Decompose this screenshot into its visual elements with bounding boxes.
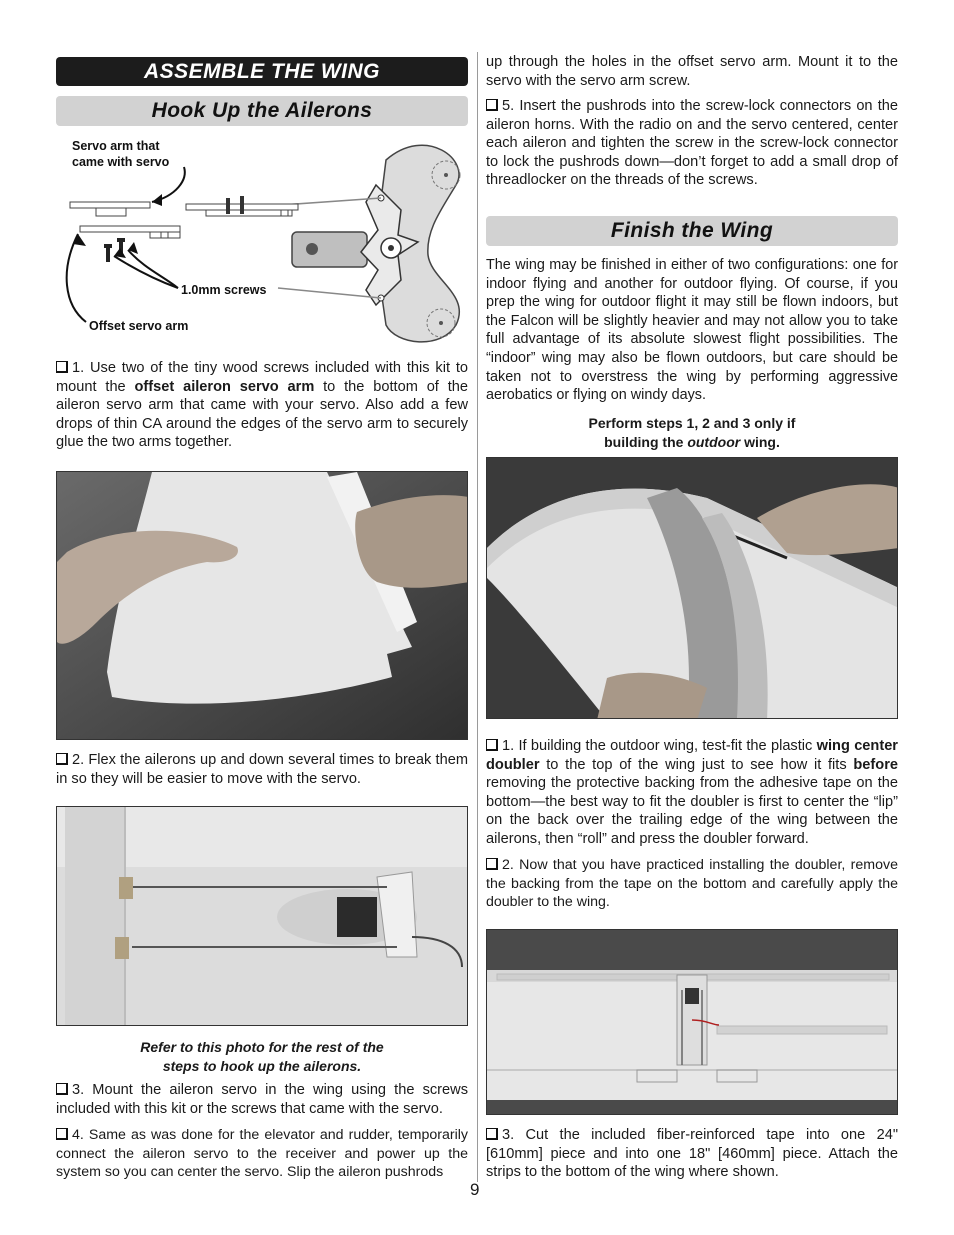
right-step-1-bold-a: wing center doubler xyxy=(486,738,898,773)
offset-servo-arm-drawing xyxy=(80,226,180,238)
left-step-1-text-a: 1. Use two of the tiny wood screws included with this kit to mount the xyxy=(56,360,468,395)
checkbox-icon[interactable] xyxy=(486,1128,498,1140)
servo-wheel-drawing xyxy=(292,145,460,342)
arrow-to-offset-arm xyxy=(67,234,86,322)
outdoor-note-line1: Perform steps 1, 2 and 3 only if xyxy=(588,415,796,431)
left-step-2 xyxy=(56,751,468,788)
left-step-4 xyxy=(56,1126,468,1182)
label-servo-arm-line1: Servo arm that xyxy=(72,139,160,153)
checkbox-icon[interactable] xyxy=(486,858,498,870)
photo-aileron-servo-installed xyxy=(56,806,468,1026)
checkbox-icon[interactable] xyxy=(56,1128,68,1140)
left-step-2-text: 2. Flex the ailerons up and down several times to break them in so they will be easier to move with the servo. xyxy=(56,752,468,787)
outdoor-note-line2-b: wing. xyxy=(740,434,780,450)
page-number: 9 xyxy=(470,1180,480,1199)
flat-servo-arm-top xyxy=(70,202,150,216)
photo-flex-aileron xyxy=(56,471,468,740)
subsection-title-hook-up-ailerons: Hook Up the Ailerons xyxy=(56,96,468,126)
arrow-to-servo-arm xyxy=(152,167,185,202)
checkbox-icon[interactable] xyxy=(56,1083,68,1095)
right-step-3-text: 3. Cut the included fiber-reinforced tape into one 24" [610mm] piece and into one 18" [460mm] piece. Attach the strips to the bottom of the wing where shown. xyxy=(486,1127,898,1181)
right-step-1-bold-b: before xyxy=(853,756,898,773)
section-title-assemble-wing: ASSEMBLE THE WING xyxy=(56,57,468,86)
photo-wing-center-doubler xyxy=(486,457,898,719)
photo-wing-bottom-tape xyxy=(486,929,898,1115)
flat-servo-arm-right xyxy=(186,196,298,216)
label-servo-arm xyxy=(72,138,169,170)
right-step-1-text-b: to the top of the wing just to see how it fits xyxy=(539,756,854,773)
label-screws: 1.0mm screws xyxy=(181,283,267,297)
right-step-1-text-a: 1. If building the outdoor wing, test-fit the plastic xyxy=(502,738,817,754)
section-title-finish-wing: Finish the Wing xyxy=(486,216,898,246)
photo-caption xyxy=(56,1038,468,1076)
outdoor-note-line2-a: building the xyxy=(604,434,688,450)
servo-arm-diagram xyxy=(56,130,468,345)
caption-line2: steps to hook up the ailerons. xyxy=(162,1058,362,1074)
outdoor-note xyxy=(486,414,898,452)
left-step-3-text: 3. Mount the aileron servo in the wing using the screws included with this kit or the screws that came with the servo. xyxy=(56,1082,468,1117)
right-step-2-text: 2. Now that you have practiced installing the doubler, remove the backing from the tape on the bottom and carefully apply the doubler to the wing. xyxy=(486,857,898,911)
checkbox-icon[interactable] xyxy=(56,753,68,765)
label-offset-servo-arm: Offset servo arm xyxy=(89,319,189,333)
checkbox-icon[interactable] xyxy=(56,361,68,373)
finish-wing-intro: The wing may be finished in either of two configurations: one for indoor flying and another for outdoor flying. Of course, if you prep the wing for outdoor flight it may still be flown indoors, but the Falcon will be slightly heavier and may not allow you to take full advantage of its absolute slowest flight possibilities. The “indoor” wing may also be flown outdoors, but care should be taken not to overstress the wing by performing aggressive aerobatics or flying on windy days. xyxy=(486,257,898,404)
right-step-2 xyxy=(486,856,898,912)
arrow-to-screw-left xyxy=(114,256,178,288)
left-step-4-text: 4. Same as was done for the elevator and rudder, temporarily connect the aileron servo to the receiver and power up the system so you can center the servo. Slip the aileron pushrods xyxy=(56,1127,468,1181)
left-step-1-bold: offset aileron servo arm xyxy=(134,378,315,395)
right-continued-text: up through the holes in the offset servo arm. Mount it to the servo with the servo arm screw. xyxy=(486,54,898,89)
checkbox-icon[interactable] xyxy=(486,99,498,111)
caption-line1: Refer to this photo for the rest of the xyxy=(140,1039,384,1055)
right-step-3 xyxy=(486,1126,898,1182)
screw-icon xyxy=(104,238,125,262)
right-step-5 xyxy=(486,97,898,190)
left-step-1-text-b: to the bottom of the aileron servo arm that came with your servo. Also add a few drops of thin CA around the edges of the servo arm to securely glue the two arms together. xyxy=(56,378,468,451)
right-step-1 xyxy=(486,737,898,849)
label-servo-arm-line2: came with servo xyxy=(72,155,170,169)
column-divider xyxy=(477,52,478,1182)
outdoor-note-line2-italic: outdoor xyxy=(687,434,741,450)
left-step-1 xyxy=(56,359,468,452)
right-step-5-text: 5. Insert the pushrods into the screw-lock connectors on the aileron horns. With the radio on and the servo centered, center each aileron and tighten the screw in the screw-lock connector to lock the pushrods down—don’t forget to add a small drop of threadlocker on the threads of the screws. xyxy=(486,98,898,189)
checkbox-icon[interactable] xyxy=(486,739,498,751)
left-step-3 xyxy=(56,1081,468,1118)
right-step-1-text-c: removing the protective backing from the adhesive tape on the bottom—the best way to fit the doubler is first to center the “lip” on the back over the trailing edge of the wing between the ailerons, then “roll” and press the doubler forward. xyxy=(486,775,898,847)
